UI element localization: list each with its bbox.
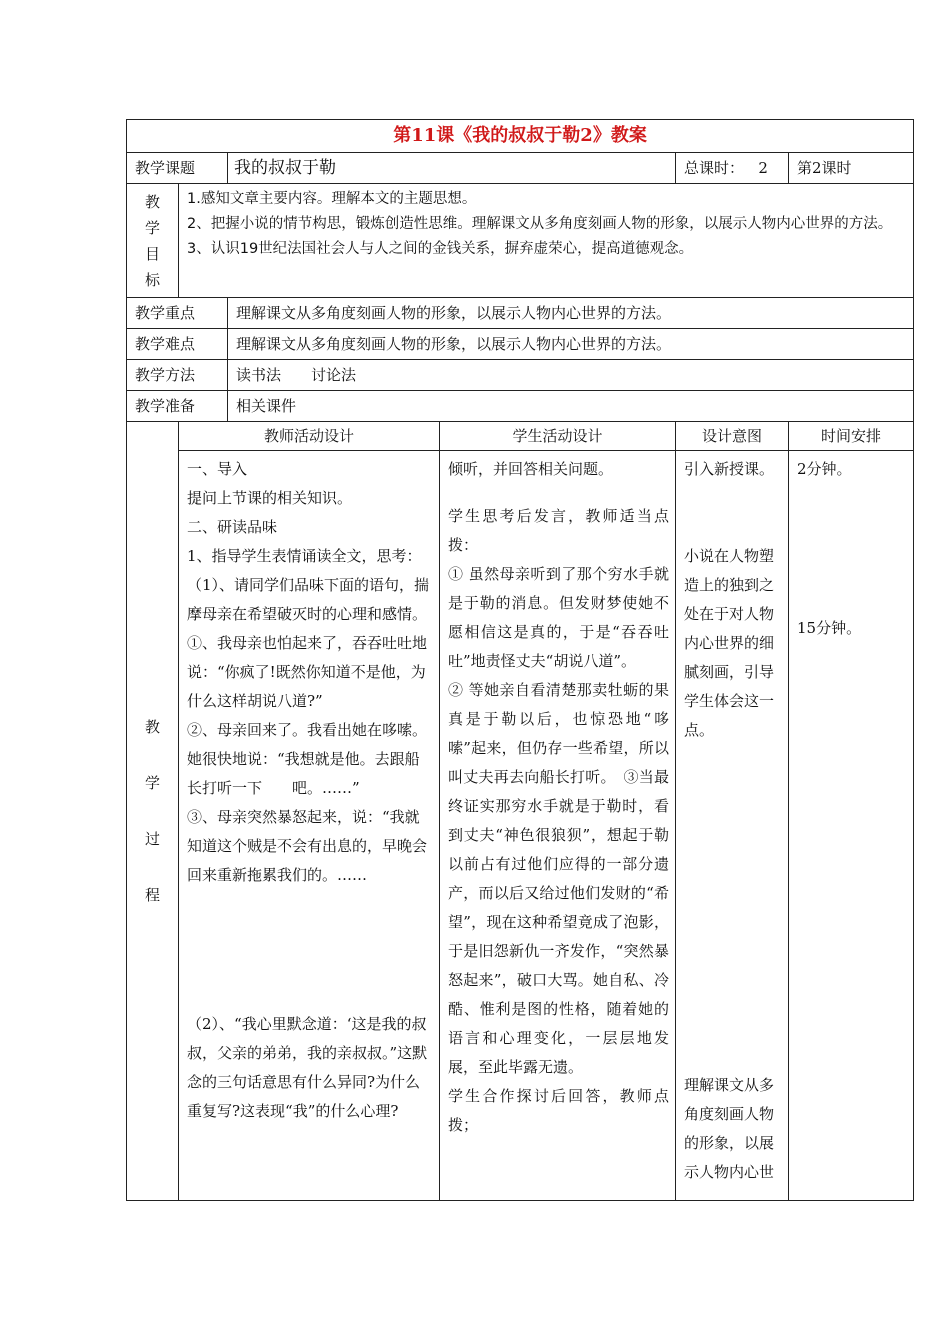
topic-label: 教学课题 xyxy=(127,153,228,184)
total-hours-value: 2 xyxy=(758,159,768,177)
preparation-label: 教学准备 xyxy=(127,391,228,422)
header-student: 学生活动设计 xyxy=(440,422,676,451)
method-label: 教学方法 xyxy=(127,360,228,391)
goal-item: 1.感知文章主要内容。理解本文的主题思想。 xyxy=(187,191,477,207)
focus-label: 教学重点 xyxy=(127,298,228,329)
total-hours-label: 总课时： xyxy=(684,159,745,177)
page-title: 第11课《我的叔叔于勒2》教案 xyxy=(127,120,914,153)
goals-label: 教 学 目 标 xyxy=(127,184,179,298)
difficulty-label: 教学难点 xyxy=(127,329,228,360)
header-intent: 设计意图 xyxy=(676,422,789,451)
goal-item: 3、认识19世纪法国社会人与人之间的金钱关系，摒弃虚荣心，提高道德观念。 xyxy=(187,241,694,257)
total-hours xyxy=(676,153,789,184)
lesson-plan-table xyxy=(126,119,914,1201)
process-label: 教 学 过 程 xyxy=(127,422,179,1201)
preparation-value: 相关课件 xyxy=(228,391,914,422)
difficulty-value: 理解课文从多角度刻画人物的形象，以展示人物内心世界的方法。 xyxy=(228,329,914,360)
goals-content xyxy=(179,184,914,298)
period-value: 第2课时 xyxy=(789,153,914,184)
design-intent: 引入新授课。 小说在人物塑造上的独到之处在于对人物内心世界的细腻刻画，引导学生体会这一点。 理解课文从多角度刻画人物的形象，以展示人物内心世 xyxy=(676,451,789,1201)
topic-value: 我的叔叔于勒 xyxy=(228,153,676,184)
header-time: 时间安排 xyxy=(789,422,914,451)
teacher-activity: 一、导入 提问上节课的相关知识。 二、研读品味 1、指导学生表情诵读全文，思考：（1）、请同学们品味下面的语句，揣摩母亲在希望破灭时的心理和感情。 ①、我母亲也怕起来了，吞吞吐吐地说：“你疯了!既然你知道不是他，为什么这样胡说八道?” ②、母亲回来了。我看出她在哆嗦。她很快地说：“我想就是他。去跟船长打听一下 吧。……” ③、母亲突然暴怒起来，说：“我就知道这个贼是不会有出息的，早晚会回来重新拖累我们的。…… （2）、“我心里默念道：‘这是我的叔叔，父亲的弟弟，我的亲叔叔。”这默念的三句话意思有什么异同?为什么重复写?这表现“我”的什么心理? xyxy=(179,451,440,1201)
goal-item: 2、把握小说的情节构思，锻炼创造性思维。理解课文从多角度刻画人物的形象，以展示人物内心世界的方法。 xyxy=(187,216,893,232)
time-arrangement: 2分钟。 15分钟。 xyxy=(789,451,914,1201)
focus-value: 理解课文从多角度刻画人物的形象，以展示人物内心世界的方法。 xyxy=(228,298,914,329)
student-activity: 倾听，并回答相关问题。 学生思考后发言，教师适当点拨： ① 虽然母亲听到了那个穷水手就是于勒的消息。但发财梦使她不愿相信这是真的，于是“吞吞吐吐”地责怪丈夫“胡说八道”。 ② 等她亲自看清楚那卖牡蛎的果真是于勒以后，也惊恐地“哆嗦”起来，但仍存一些希望，所以叫丈夫再去向船长打听。 ③当最终证实那穷水手就是于勒时，看到丈夫“神色很狼狈”，想起于勒以前占有过他们应得的一部分遗产，而以后又给过他们发财的“希望”，现在这种希望竟成了泡影，于是旧怨新仇一齐发作，“突然暴怒起来”，破口大骂。她自私、冷酷、惟利是图的性格，随着她的语言和心理变化，一层层地发展，至此毕露无遗。 学生合作探讨后回答，教师点拨； xyxy=(440,451,676,1201)
method-value: 读书法 讨论法 xyxy=(228,360,914,391)
header-teacher: 教师活动设计 xyxy=(179,422,440,451)
